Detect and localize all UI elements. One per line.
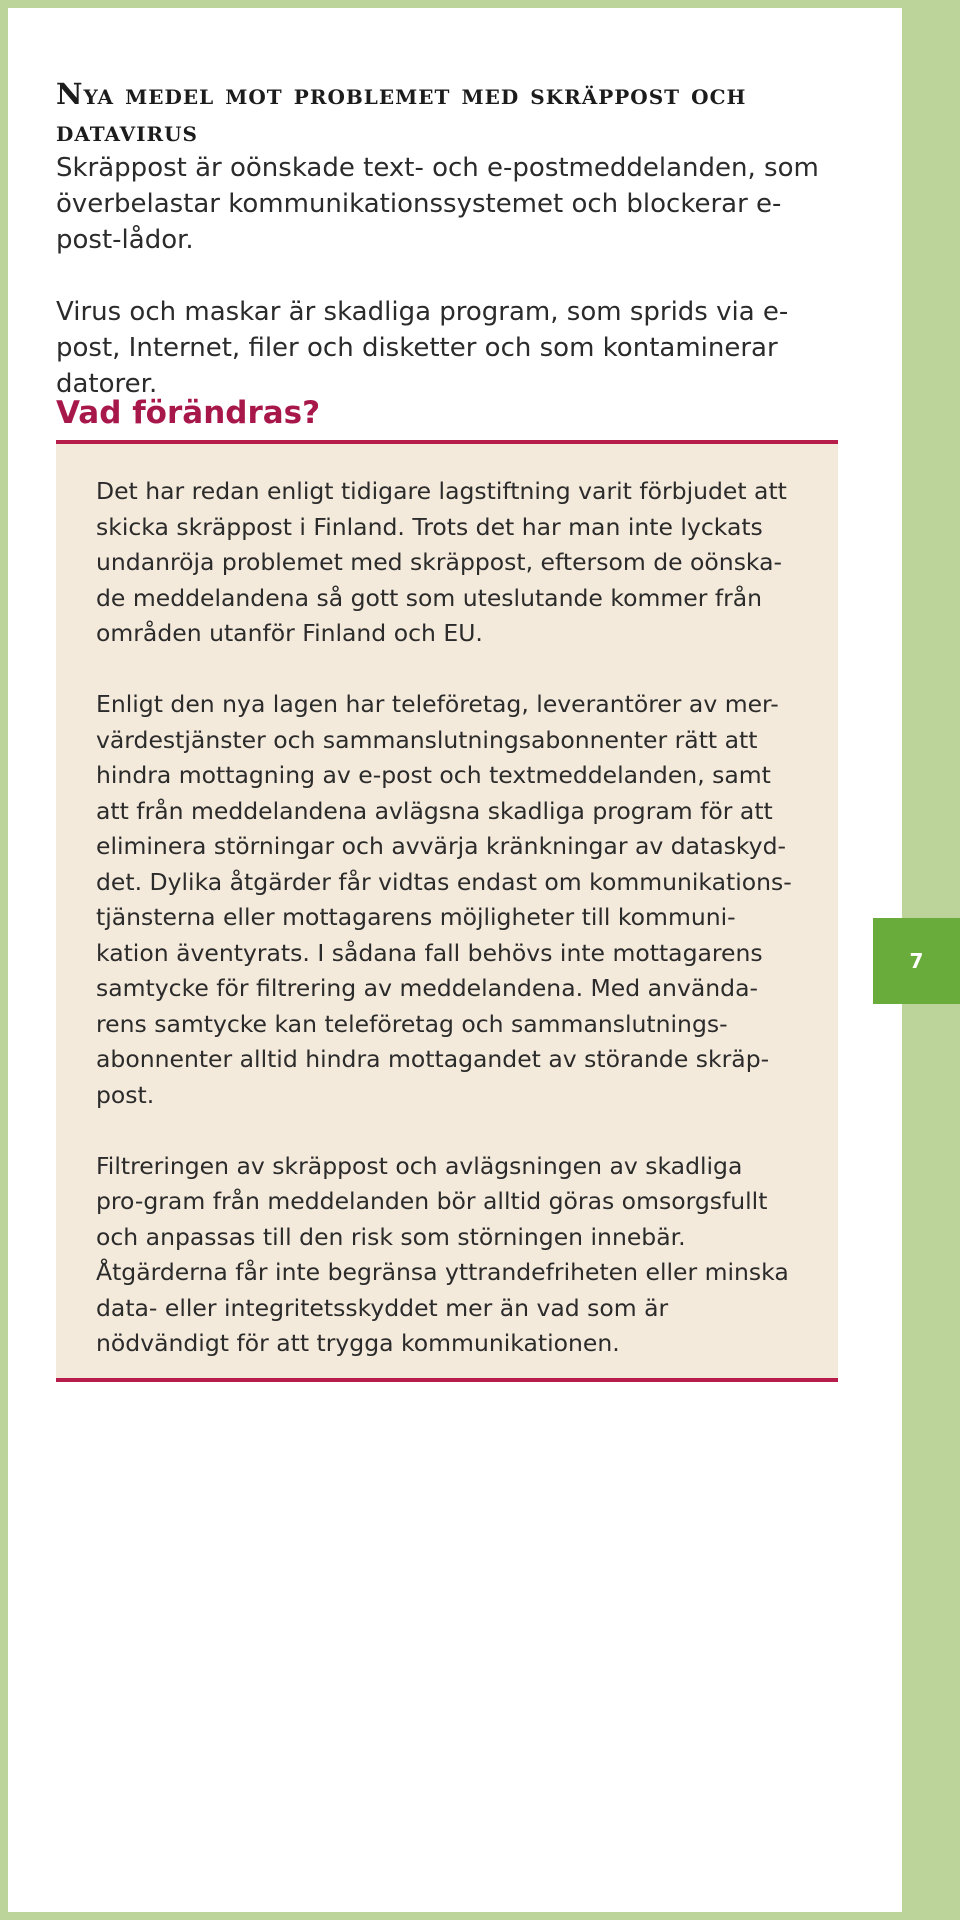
section-heading: Nya medel mot problemet med skräppost och datavirus (56, 77, 747, 148)
subheading-what-changes: Vad förändras? (56, 395, 321, 431)
info-paragraph-2: Enligt den nya lagen har teleföretag, leverantörer av mer-värdestjänster och sammanslutningsabonnenter rätt att hindra mottagning av e-post och textmeddelanden, samt att från meddelandena avlägsna skadliga program för att eliminera störningar och avvärja kränkningar av dataskyd-det. Dylika åtgärder får vidtas endast om kommunikations-tjänsterna eller mottagarens möjligheter till kommuni-kation äventyrats. I sådana fall behövs inte mottagarens samtycke för filtrering av meddelandena. Med använda-rens samtycke kan teleföretag och sammanslutnings-abonnenter alltid hindra mottagandet av störande skräp-post. (96, 690, 792, 1109)
intro-paragraph-virus: Virus och maskar är skadliga program, som sprids via e-post, Internet, filer och disketter och som kontaminerar datorer. (56, 297, 789, 399)
info-paragraph-1: Det har redan enligt tidigare lagstiftning varit förbjudet att skicka skräppost i Finland. Trots det har man inte lyckats undanröja problemet med skräppost, eftersom de oönska-de meddelandena så gott som uteslutande kommer från områden utanför Finland och EU. (96, 477, 787, 647)
info-box-content (96, 474, 796, 1397)
intro-paragraph-spam: Skräppost är oönskade text- och e-postmeddelanden, som överbelastar kommunikationssystemet och blockerar e-post-lådor. (56, 153, 819, 255)
info-box (56, 440, 838, 1382)
info-paragraph-3: Filtreringen av skräppost och avlägsningen av skadliga pro-gram från meddelanden bör alltid göras omsorgsfullt och anpassas till den risk som störningen innebär. Åtgärderna får inte begränsa yttrandefriheten eller minska data- eller integritetsskyddet mer än vad som är nödvändigt för att trygga kommunikationen. (96, 1151, 789, 1357)
page-number: 7 (909, 949, 924, 973)
page-number-tab (873, 918, 960, 1004)
